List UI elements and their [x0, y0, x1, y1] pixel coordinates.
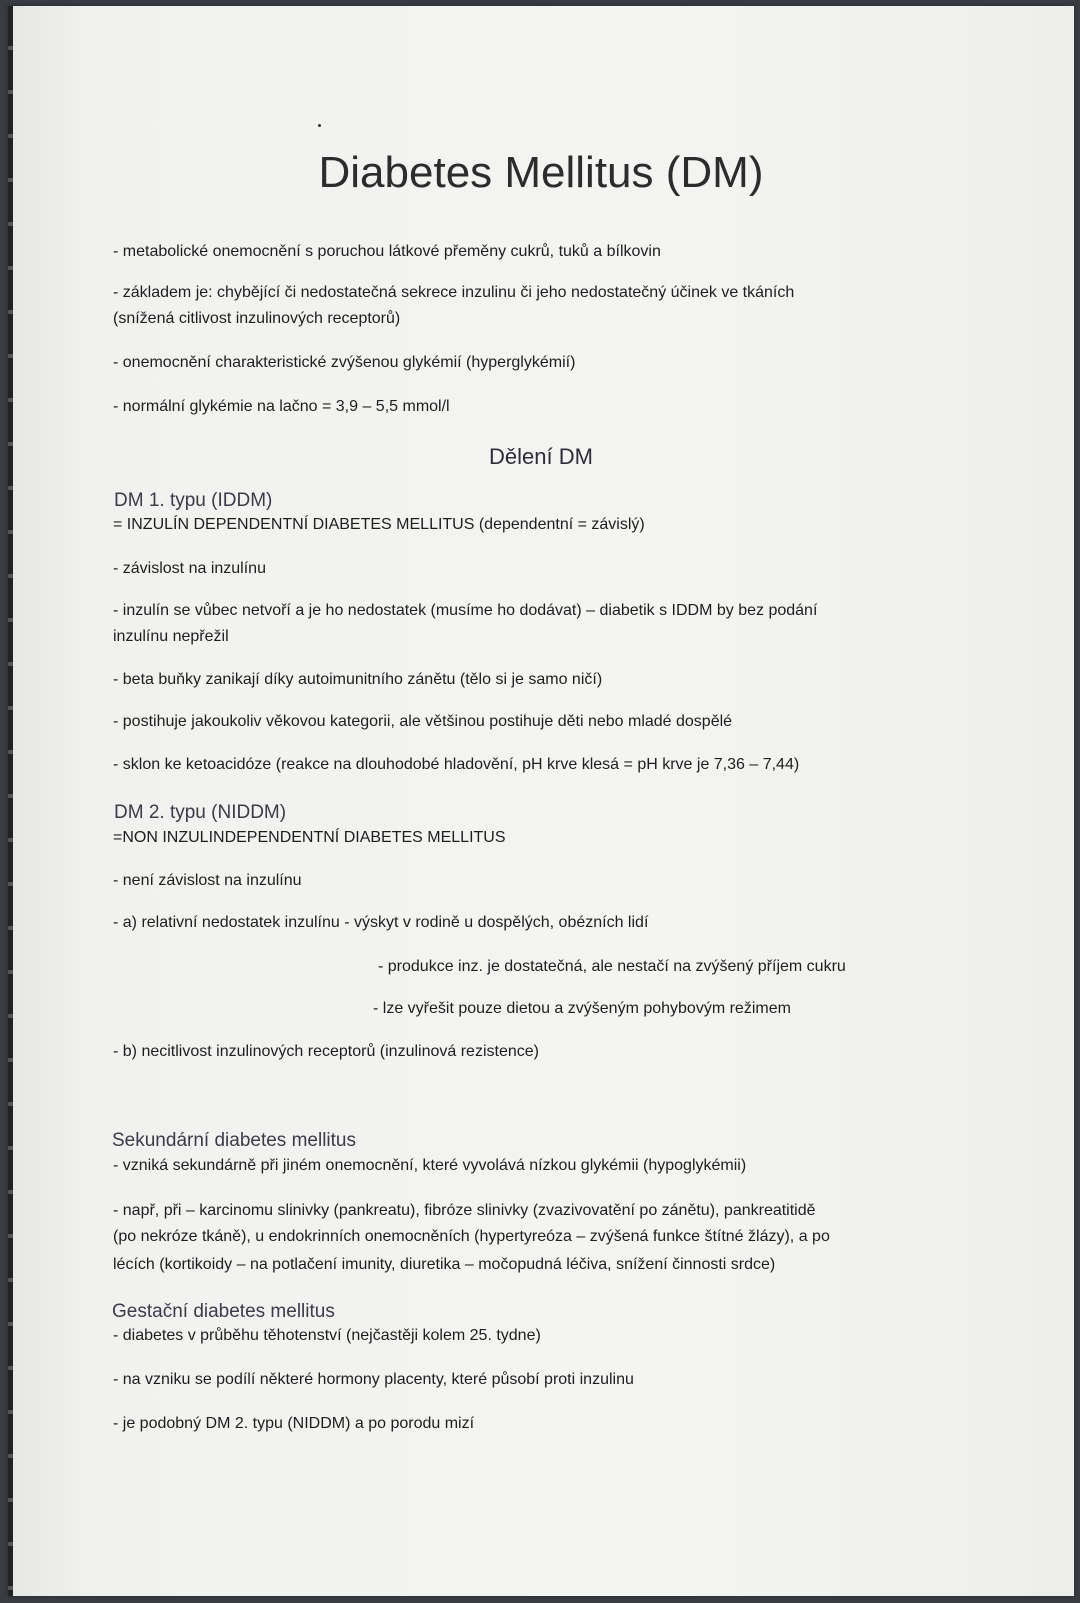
document-page — [8, 6, 1074, 1596]
type2-line: - lze vyřešit pouze dietou a zvýšeným pohybovým režimem — [373, 1000, 791, 1017]
type1-line: = INZULÍN DEPENDENTNÍ DIABETES MELLITUS (dependentní = závislý) — [113, 516, 645, 533]
type1-line: - beta buňky zanikají díky autoimunitního zánětu (tělo si je samo ničí) — [113, 671, 603, 688]
gestational-line: - je podobný DM 2. typu (NIDDM) a po porodu mizí — [113, 1415, 475, 1432]
section-heading-division: Dělení DM — [489, 444, 593, 469]
secondary-line: - vzniká sekundárně při jiném onemocnění, které vyvolává nízkou glykémii (hypoglykémii) — [113, 1157, 747, 1174]
type2-line: - produkce inz. je dostatečná, ale nestačí na zvýšený příjem cukru — [378, 958, 846, 975]
intro-line-4: - onemocnění charakteristické zvýšenou glykémií (hyperglykémií) — [113, 354, 576, 371]
type2-line: - a) relativní nedostatek inzulínu - výskyt v rodině u dospělých, obézních lidí — [113, 914, 649, 931]
type1-line: inzulínu nepřežil — [113, 628, 229, 645]
type1-line: - inzulín se vůbec netvoří a je ho nedostatek (musíme ho dodávat) – diabetik s IDDM by bez podání — [113, 602, 818, 619]
gestational-line: - diabetes v průběhu těhotenství (nejčastěji kolem 25. tydne) — [113, 1327, 541, 1344]
intro-line-1: - metabolické onemocnění s poruchou látkové přeměny cukrů, tuků a bílkovin — [113, 243, 661, 260]
type2-heading: DM 2. typu (NIDDM) — [114, 802, 287, 823]
type2-line: - b) necitlivost inzulinových receptorů (inzulinová rezistence) — [113, 1043, 539, 1060]
intro-line-2: - základem je: chybějící či nedostatečná sekrece inzulinu či jeho nedostatečný účinek ve tkáních — [113, 284, 795, 301]
intro-line-5: - normální glykémie na lačno = 3,9 – 5,5 mmol/l — [113, 398, 450, 415]
secondary-heading: Sekundární diabetes mellitus — [112, 1130, 356, 1151]
secondary-line: lécích (kortikoidy – na potlačení imunity, diuretika – močopudná léčiva, snížení činnosti srdce) — [113, 1256, 776, 1273]
gestational-heading: Gestační diabetes mellitus — [112, 1301, 335, 1322]
type1-line: - sklon ke ketoacidóze (reakce na dlouhodobé hladovění, pH krve klesá = pH krve je 7,36 – 7,44) — [113, 756, 800, 773]
type1-line: - závislost na inzulínu — [113, 560, 266, 577]
binding-edge — [8, 6, 13, 1596]
type2-line: - není závislost na inzulínu — [113, 872, 302, 889]
page-title: Diabetes Mellitus (DM) — [318, 148, 764, 197]
secondary-line: - např, při – karcinomu slinivky (pankreatu), fibróze slinivky (zvazivovatění po zánětu), pankreatitidě — [113, 1202, 816, 1219]
ink-dot — [318, 124, 321, 127]
type1-heading: DM 1. typu (IDDM) — [114, 490, 273, 511]
gestational-line: - na vzniku se podílí některé hormony placenty, které působí proti inzulinu — [113, 1371, 634, 1388]
secondary-line: (po nekróze tkáně), u endokrinních onemocněních (hypertyreóza – zvýšená funkce štítné žlázy), a po — [113, 1228, 830, 1245]
intro-line-3: (snížená citlivost inzulinových receptorů) — [113, 310, 401, 327]
type1-line: - postihuje jakoukoliv věkovou kategorii, ale většinou postihuje děti nebo mladé dospělé — [113, 713, 733, 730]
type2-line: =NON INZULINDEPENDENTNÍ DIABETES MELLITUS — [113, 829, 506, 846]
